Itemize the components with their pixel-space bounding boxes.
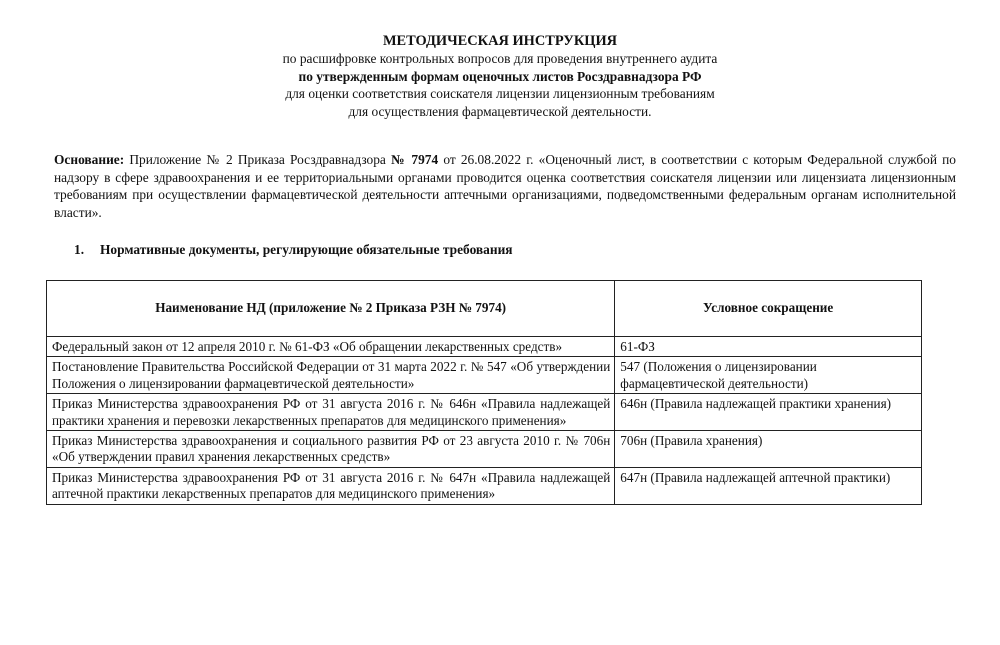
basis-order-number: № 7974 [391,152,439,167]
table-cell-document: Приказ Министерства здравоохранения РФ от 31 августа 2016 г. № 647н «Правила надлежащей аптечной практики лекарственных препаратов для медицинского применения» [47,467,615,504]
header-subtitle-line-2: по утвержденным формам оценочных листов Росздравнадзора РФ [298,68,702,84]
document-title: МЕТОДИЧЕСКАЯ ИНСТРУКЦИЯ [382,33,618,49]
table-header-row [47,281,922,337]
table-row [47,394,922,431]
normative-documents-table [46,280,922,505]
table-cell-abbreviation: 61-ФЗ [615,337,922,357]
table-row [47,431,922,468]
basis-label: Основание: [54,152,125,167]
table-cell-document: Приказ Министерства здравоохранения РФ от 31 августа 2016 г. № 646н «Правила надлежащей практики хранения и перевозки лекарственных препаратов для медицинского применения» [47,394,615,431]
table-row [47,467,922,504]
table-cell-abbreviation: 547 (Положения о лицензировании фармацевтической деятельности) [615,357,922,394]
section-heading [74,242,513,258]
table-cell-document: Постановление Правительства Российской Федерации от 31 марта 2022 г. № 547 «Об утверждении Положения о лицензировании фармацевтической деятельности» [47,357,615,394]
basis-text-before: Приложение № 2 Приказа Росздравнадзора [129,152,386,167]
table-cell-abbreviation: 647н (Правила надлежащей аптечной практики) [615,467,922,504]
document-header [0,33,1000,120]
header-subtitle-line-1: по расшифровке контрольных вопросов для проведения внутреннего аудита [282,51,718,66]
table-row [47,357,922,394]
table-header-document-name: Наименование НД (приложение № 2 Приказа РЗН № 7974) [47,281,615,337]
table-cell-document: Федеральный закон от 12 апреля 2010 г. № 61-ФЗ «Об обращении лекарственных средств» [47,337,615,357]
header-subtitle-line-3: для оценки соответствия соискателя лицензии лицензионным требованиям [285,86,715,101]
table-header-abbreviation: Условное сокращение [615,281,922,337]
table-row [47,337,922,357]
basis-text-after: от 26.08.2022 г. «Оценочный лист, в соответствии с которым Федеральной службой по надзору в сфере здравоохранения и ее территориальными органами проводится оценка соответствия соискателя лицензии или лицензиата лицензионным требованиям при осуществлении фармацевтической деятельности аптечными организациями, подведомственными федеральным органам исполнительной власти». [54,152,956,220]
table-cell-document: Приказ Министерства здравоохранения и социального развития РФ от 23 августа 2010 г. № 706н «Об утверждении правил хранения лекарственных средств» [47,431,615,468]
section-number: 1. [74,242,85,257]
header-subtitle-line-4: для осуществления фармацевтической деятельности. [348,103,652,119]
basis-paragraph [54,151,956,221]
table-cell-abbreviation: 706н (Правила хранения) [615,431,922,468]
table-cell-abbreviation: 646н (Правила надлежащей практики хранения) [615,394,922,431]
section-title: Нормативные документы, регулирующие обязательные требования [100,242,513,257]
